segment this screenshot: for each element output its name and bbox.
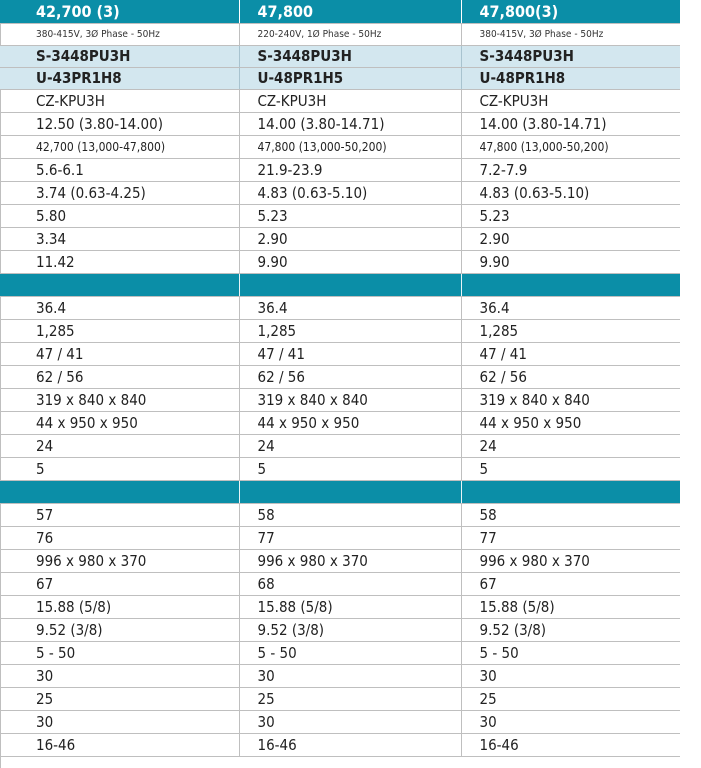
spec-row-cell: 4.83 (0.63-5.10) (239, 182, 461, 205)
power-supply-row (0, 24, 680, 46)
spec-row-cell: 5 (461, 458, 680, 481)
spec-row-cell: 5.6-6.1 (0, 159, 239, 182)
spec-row-cell: 30 (239, 711, 461, 734)
spec-row-cell: 67 (461, 573, 680, 596)
spec-row (0, 205, 680, 228)
section-divider-cell (0, 481, 239, 504)
spec-row (0, 550, 680, 573)
capacity-heading-row-cell: 47,800(3) (461, 0, 680, 24)
spec-row-cell: 319 x 840 x 840 (0, 389, 239, 412)
spec-row (0, 251, 680, 274)
spec-row-cell: 77 (239, 527, 461, 550)
spec-row (0, 113, 680, 136)
spec-row-cell: 3.34 (0, 228, 239, 251)
spec-row-cell: 12.50 (3.80-14.00) (0, 113, 239, 136)
spec-row-cell: 996 x 980 x 370 (0, 550, 239, 573)
spec-row (0, 642, 680, 665)
outdoor-model-row-cell: U-48PR1H8 (461, 68, 680, 90)
spec-row-cell: 2.90 (461, 228, 680, 251)
spec-row-cell: 16-46 (461, 734, 680, 757)
spec-row (0, 136, 680, 159)
power-supply-row-cell: 380-415V, 3Ø Phase - 50Hz (0, 24, 239, 46)
section-divider-cell (461, 274, 680, 297)
spec-row (0, 665, 680, 688)
spec-row-cell: 24 (0, 435, 239, 458)
indoor-model-row (0, 46, 680, 68)
spec-row-cell: 44 x 950 x 950 (239, 412, 461, 435)
spec-row-cell: 36.4 (239, 297, 461, 320)
spec-row (0, 504, 680, 527)
spec-row-cell: 2.90 (239, 228, 461, 251)
spec-row (0, 159, 680, 182)
outdoor-model-row (0, 68, 680, 90)
indoor-model-row-cell: S-3448PU3H (461, 46, 680, 68)
outdoor-model-row-cell: U-43PR1H8 (0, 68, 239, 90)
spec-row-cell: 21.9-23.9 (239, 159, 461, 182)
spec-row-cell: 5 (0, 458, 239, 481)
spec-row-cell: 47,800 (13,000-50,200) (461, 136, 680, 159)
spec-row (0, 297, 680, 320)
section-divider-cell (461, 481, 680, 504)
spec-row-cell: 9.52 (3/8) (461, 619, 680, 642)
spec-row (0, 596, 680, 619)
spec-row-cell: 47 / 41 (239, 343, 461, 366)
spec-row-cell: 1,285 (461, 320, 680, 343)
spec-row-cell: 30 (0, 711, 239, 734)
spec-row (0, 458, 680, 481)
spec-row (0, 412, 680, 435)
spec-row (0, 527, 680, 550)
spec-row-cell: 5.80 (0, 205, 239, 228)
spec-row-cell: 996 x 980 x 370 (239, 550, 461, 573)
spec-row-cell: 36.4 (0, 297, 239, 320)
spec-row (0, 573, 680, 596)
spec-row-cell: 14.00 (3.80-14.71) (461, 113, 680, 136)
spec-row-cell: 5.23 (461, 205, 680, 228)
capacity-heading-row-cell: 42,700 (3) (0, 0, 239, 24)
spec-row-cell: 5 - 50 (461, 642, 680, 665)
spec-row (0, 90, 680, 113)
spec-row-cell: 3.74 (0.63-4.25) (0, 182, 239, 205)
capacity-heading-row (0, 0, 680, 24)
spec-row-cell: 68 (239, 573, 461, 596)
section-divider-cell (239, 274, 461, 297)
spec-row-cell: 25 (461, 688, 680, 711)
spec-row-cell: 319 x 840 x 840 (239, 389, 461, 412)
spec-row-cell: 67 (0, 573, 239, 596)
spec-row-cell: 11.42 (0, 251, 239, 274)
spec-row-cell: 24 (461, 435, 680, 458)
power-supply-row-cell: 380-415V, 3Ø Phase - 50Hz (461, 24, 680, 46)
spec-row-cell: 25 (0, 688, 239, 711)
spec-row-cell: 4.83 (0.63-5.10) (461, 182, 680, 205)
spec-row-cell: 9.52 (3/8) (0, 619, 239, 642)
spec-row-cell: 58 (461, 504, 680, 527)
spec-row-cell: 15.88 (5/8) (0, 596, 239, 619)
spec-row (0, 343, 680, 366)
spec-row (0, 688, 680, 711)
spec-row-cell: 58 (239, 504, 461, 527)
section-divider (0, 481, 680, 504)
spec-row-cell: 5 - 50 (0, 642, 239, 665)
capacity-heading-row-cell: 47,800 (239, 0, 461, 24)
spec-row (0, 320, 680, 343)
spec-row-cell: 1,285 (0, 320, 239, 343)
spec-row-cell: 5.23 (239, 205, 461, 228)
spec-row-cell: 9.90 (239, 251, 461, 274)
spec-row (0, 435, 680, 458)
indoor-model-row-cell: S-3448PU3H (0, 46, 239, 68)
spec-row (0, 619, 680, 642)
spec-row-cell: 319 x 840 x 840 (461, 389, 680, 412)
spec-row-cell: 30 (461, 665, 680, 688)
spec-row-cell: 15.88 (5/8) (239, 596, 461, 619)
spec-row-cell: 1,285 (239, 320, 461, 343)
spec-row-cell: 24 (239, 435, 461, 458)
spec-row (0, 389, 680, 412)
spec-row-cell: 47,800 (13,000-50,200) (239, 136, 461, 159)
spec-row-cell: 47 / 41 (461, 343, 680, 366)
spec-row-cell: 15.88 (5/8) (461, 596, 680, 619)
spec-row (0, 711, 680, 734)
spec-row (0, 228, 680, 251)
spec-row-cell: 62 / 56 (0, 366, 239, 389)
spec-row-cell: 9.52 (3/8) (239, 619, 461, 642)
spec-row-cell: 47 / 41 (0, 343, 239, 366)
spec-row-cell: 42,700 (13,000-47,800) (0, 136, 239, 159)
section-divider (0, 274, 680, 297)
power-supply-row-cell: 220-240V, 1Ø Phase - 50Hz (239, 24, 461, 46)
spec-row-cell: 44 x 950 x 950 (0, 412, 239, 435)
spec-row-cell: CZ-KPU3H (0, 90, 239, 113)
spec-row-cell: 30 (0, 665, 239, 688)
spec-row-cell: 36.4 (461, 297, 680, 320)
spec-row-cell: 996 x 980 x 370 (461, 550, 680, 573)
spec-row-cell: 62 / 56 (461, 366, 680, 389)
spec-row-cell: 30 (239, 665, 461, 688)
spec-row-cell: 77 (461, 527, 680, 550)
spec-row-cell: 44 x 950 x 950 (461, 412, 680, 435)
outdoor-model-row-cell: U-48PR1H5 (239, 68, 461, 90)
spec-row-cell: 9.90 (461, 251, 680, 274)
section-divider-cell (239, 481, 461, 504)
spec-row-cell: 57 (0, 504, 239, 527)
spec-row-cell: CZ-KPU3H (239, 90, 461, 113)
spec-row-cell: 5 - 50 (239, 642, 461, 665)
spec-row-cell: 5 (239, 458, 461, 481)
spec-row (0, 182, 680, 205)
section-divider-cell (0, 274, 239, 297)
spec-row-cell: CZ-KPU3H (461, 90, 680, 113)
spec-row-cell: 14.00 (3.80-14.71) (239, 113, 461, 136)
spec-row (0, 366, 680, 389)
spec-row-cell: 62 / 56 (239, 366, 461, 389)
spec-row-cell: 25 (239, 688, 461, 711)
indoor-model-row-cell: S-3448PU3H (239, 46, 461, 68)
spec-row-cell: 7.2-7.9 (461, 159, 680, 182)
spec-row (0, 734, 680, 757)
spec-row-cell: 16-46 (239, 734, 461, 757)
spec-row-cell: 30 (461, 711, 680, 734)
spec-row-cell: 16-46 (0, 734, 239, 757)
spec-row-cell: 76 (0, 527, 239, 550)
